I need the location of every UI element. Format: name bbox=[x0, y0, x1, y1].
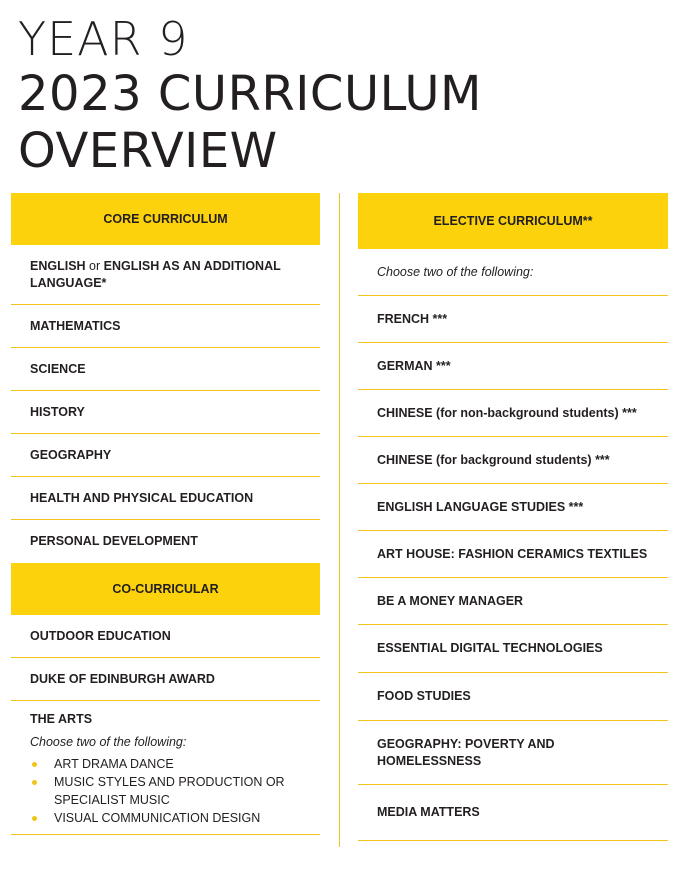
co-curricular-header: CO-CURRICULAR bbox=[11, 563, 320, 615]
arts-option-label: VISUAL COMMUNICATION DESIGN bbox=[54, 811, 261, 825]
co-item-the-arts bbox=[11, 701, 320, 835]
elective-item-digital-technologies: ESSENTIAL DIGITAL TECHNOLOGIES bbox=[358, 625, 668, 673]
elective-item-media-matters: MEDIA MATTERS bbox=[358, 785, 668, 841]
elective-note: Choose two of the following: bbox=[358, 249, 668, 296]
elective-item-art-house: ART HOUSE: FASHION CERAMICS TEXTILES bbox=[358, 531, 668, 578]
column-divider bbox=[339, 193, 340, 847]
arts-option bbox=[30, 809, 312, 827]
elective-item-chinese-background: CHINESE (for background students) *** bbox=[358, 437, 668, 484]
arts-note: Choose two of the following: bbox=[30, 735, 187, 749]
co-item-outdoor-education: OUTDOOR EDUCATION bbox=[11, 615, 320, 658]
elective-item-german: GERMAN *** bbox=[358, 343, 668, 390]
core-curriculum-header: CORE CURRICULUM bbox=[11, 193, 320, 245]
arts-options-list bbox=[30, 755, 312, 827]
core-item-mathematics: MATHEMATICS bbox=[11, 305, 320, 348]
title-curriculum: 2023 CURRICULUM bbox=[18, 66, 482, 122]
arts-option-label: MUSIC STYLES AND PRODUCTION OR SPECIALIST MUSIC bbox=[54, 775, 285, 807]
co-item-duke-of-edinburgh: DUKE OF EDINBURGH AWARD bbox=[11, 658, 320, 701]
arts-option bbox=[30, 773, 312, 809]
elective-column bbox=[358, 193, 668, 841]
elective-item-english-language-studies: ENGLISH LANGUAGE STUDIES *** bbox=[358, 484, 668, 531]
elective-item-geography-poverty: GEOGRAPHY: POVERTY AND HOMELESSNESS bbox=[358, 721, 668, 785]
elective-curriculum-header: ELECTIVE CURRICULUM** bbox=[358, 193, 668, 249]
core-item-science: SCIENCE bbox=[11, 348, 320, 391]
core-item-geography: GEOGRAPHY bbox=[11, 434, 320, 477]
english-label: ENGLISH bbox=[30, 258, 86, 273]
arts-option bbox=[30, 755, 312, 773]
title-year: YEAR 9 bbox=[18, 12, 189, 66]
core-english-text bbox=[30, 258, 312, 292]
core-item-health-pe: HEALTH AND PHYSICAL EDUCATION bbox=[11, 477, 320, 520]
core-item-history: HISTORY bbox=[11, 391, 320, 434]
core-column bbox=[11, 193, 320, 835]
arts-heading: THE ARTS bbox=[30, 712, 93, 726]
core-item-personal-development: PERSONAL DEVELOPMENT bbox=[30, 534, 198, 548]
elective-item-food-studies: FOOD STUDIES bbox=[358, 673, 668, 721]
eal-label: ENGLISH AS AN ADDITIONAL LANGUAGE* bbox=[30, 258, 281, 290]
bullet-icon bbox=[32, 816, 37, 821]
title-overview: OVERVIEW bbox=[18, 123, 278, 179]
bullet-icon bbox=[32, 780, 37, 785]
core-item-english bbox=[11, 245, 320, 305]
elective-item-french: FRENCH *** bbox=[358, 296, 668, 343]
bullet-icon bbox=[32, 762, 37, 767]
elective-item-chinese-non-background: CHINESE (for non-background students) *** bbox=[358, 390, 668, 437]
arts-option-label: ART DRAMA DANCE bbox=[54, 757, 174, 771]
elective-item-money-manager: BE A MONEY MANAGER bbox=[358, 578, 668, 625]
or-label: or bbox=[89, 258, 101, 273]
